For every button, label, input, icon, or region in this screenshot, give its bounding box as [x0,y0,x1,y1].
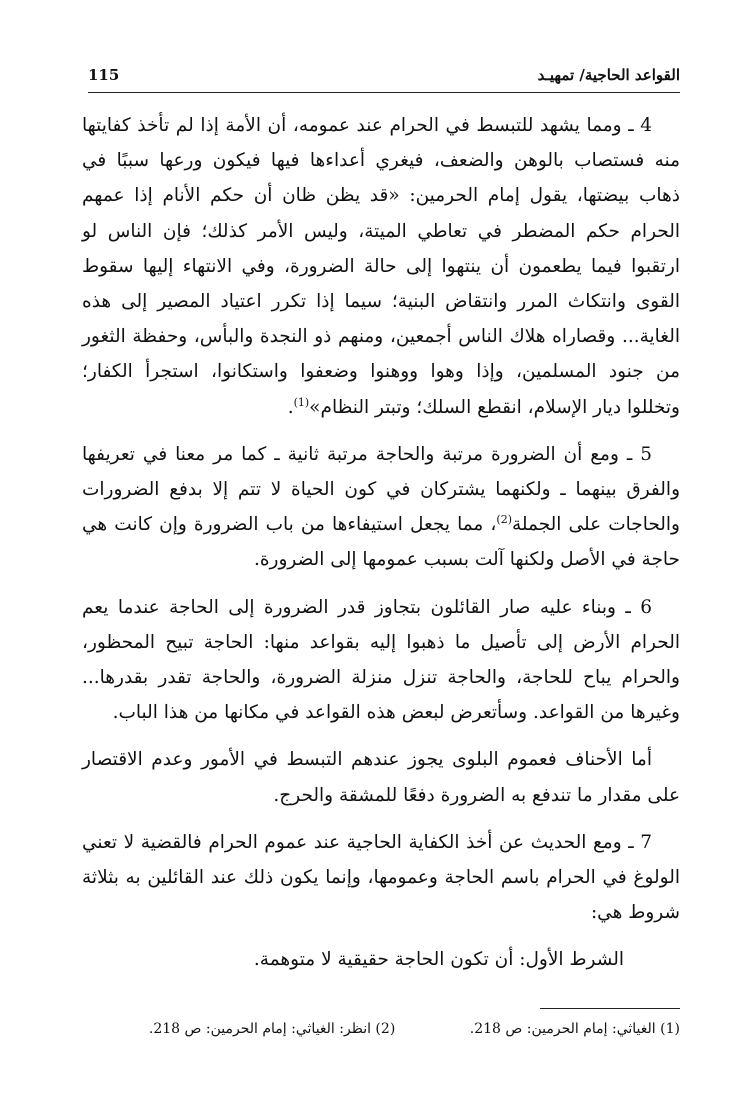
paragraph-ahnaf [82,742,680,812]
main-text [82,108,680,978]
footnote-1: (1) الغياثي: إمام الحرمين: ص 218. [469,1021,680,1037]
paragraph-6-text: 6 ـ وبناء عليه صار القائلون بتجاوز قدر الضرورة إلى الحاجة عندما يعم الحرام الأرض إلى تأصيل ما ذهبوا إليه بقواعد منها: الحاجة تبيح المحظور، والحرام يباح للحاجة، والحاجة تنزل منزلة الضرورة، والحاجة تقدر بقدرها... وغيرها من القواعد. وسأتعرض لبعض هذه القواعد في مكانها من هذا الباب. [82,596,680,724]
paragraph-4 [82,108,680,425]
footnotes [130,1021,680,1037]
running-header [88,62,680,93]
paragraph-ahnaf-text: أما الأحناف فعموم البلوى يجوز عندهم التبسط في الأمور وعدم الاقتصار على مقدار ما تندفع به الضرورة دفعًا للمشقة والحرج. [82,749,680,806]
paragraph-5-tail: ، مما يجعل استيفاءها من باب الضرورة وإن كانت هي حاجة في الأصل ولكنها آلت بسبب عمومها إلى الضرورة. [82,514,680,571]
paragraph-5-text: 5 ـ ومع أن الضرورة مرتبة والحاجة مرتبة ثانية ـ كما مر معنا في تعريفها والفرق بينهما ـ ولكنهما يشتركان في كون الحياة لا تتم إلا بدفع الضرورات والحاجات على الجملة [82,443,680,536]
footnote-divider [540,1008,680,1009]
paragraph-condition-1 [82,942,680,977]
paragraph-7-text: 7 ـ ومع الحديث عن أخذ الكفاية الحاجية عند عموم الحرام فالقضية لا تعني الولوغ في الحرام باسم الحاجة وعمومها، وإنما يكون ذلك عند القائلين به بثلاثة شروط هي: [82,831,680,924]
paragraph-4-text: 4 ـ ومما يشهد للتبسط في الحرام عند عمومه، أن الأمة إذا لم تأخذ كفايتها منه فستصاب بالوهن والضعف، فيغري أعداءها فيها فيكون ورعها سببًا في ذهاب بيضتها، يقول إمام الحرمين: «قد يظن ظان أن حكم الأنام إذا عمهم الحرام حكم المضطر في تعاطي الميتة، وليس الأمر كذلك؛ فإن الناس لو ارتقبوا فيما يطعمون أن ينتهوا إلى حالة الضرورة، وفي الانتهاء إليها سقوط القوى وانتكاث المرر وانتقاض البنية؛ سيما إذا تكرر اعتياد المصير إلى هذه الغاية... وقصاراه هلاك الناس أجمعين، ومنهم ذو النجدة والبأس، وحفظة الثغور من جنود المسلمين، وإذا وهوا ووهنوا وضعفوا واستكانوا، استجرأ الكفار؛ وتخللوا ديار الإسلام، انقطع السلك؛ وتبتر النظام» [82,115,680,418]
paragraph-7 [82,825,680,931]
footnote-2: (2) انظر: الغياثي: إمام الحرمين: ص 218. [148,1021,396,1037]
paragraph-6 [82,590,680,731]
paragraph-4-tail: . [287,396,294,418]
page-number: 115 [88,66,120,84]
footnote-ref-2: (2) [496,513,512,527]
footnote-ref-1: (1) [293,395,310,409]
paragraph-condition-1-text: الشرط الأول: أن تكون الحاجة حقيقية لا متوهمة. [253,949,624,971]
paragraph-5 [82,437,680,578]
header-title: القواعد الحاجية/ تمهيـد [537,66,680,84]
